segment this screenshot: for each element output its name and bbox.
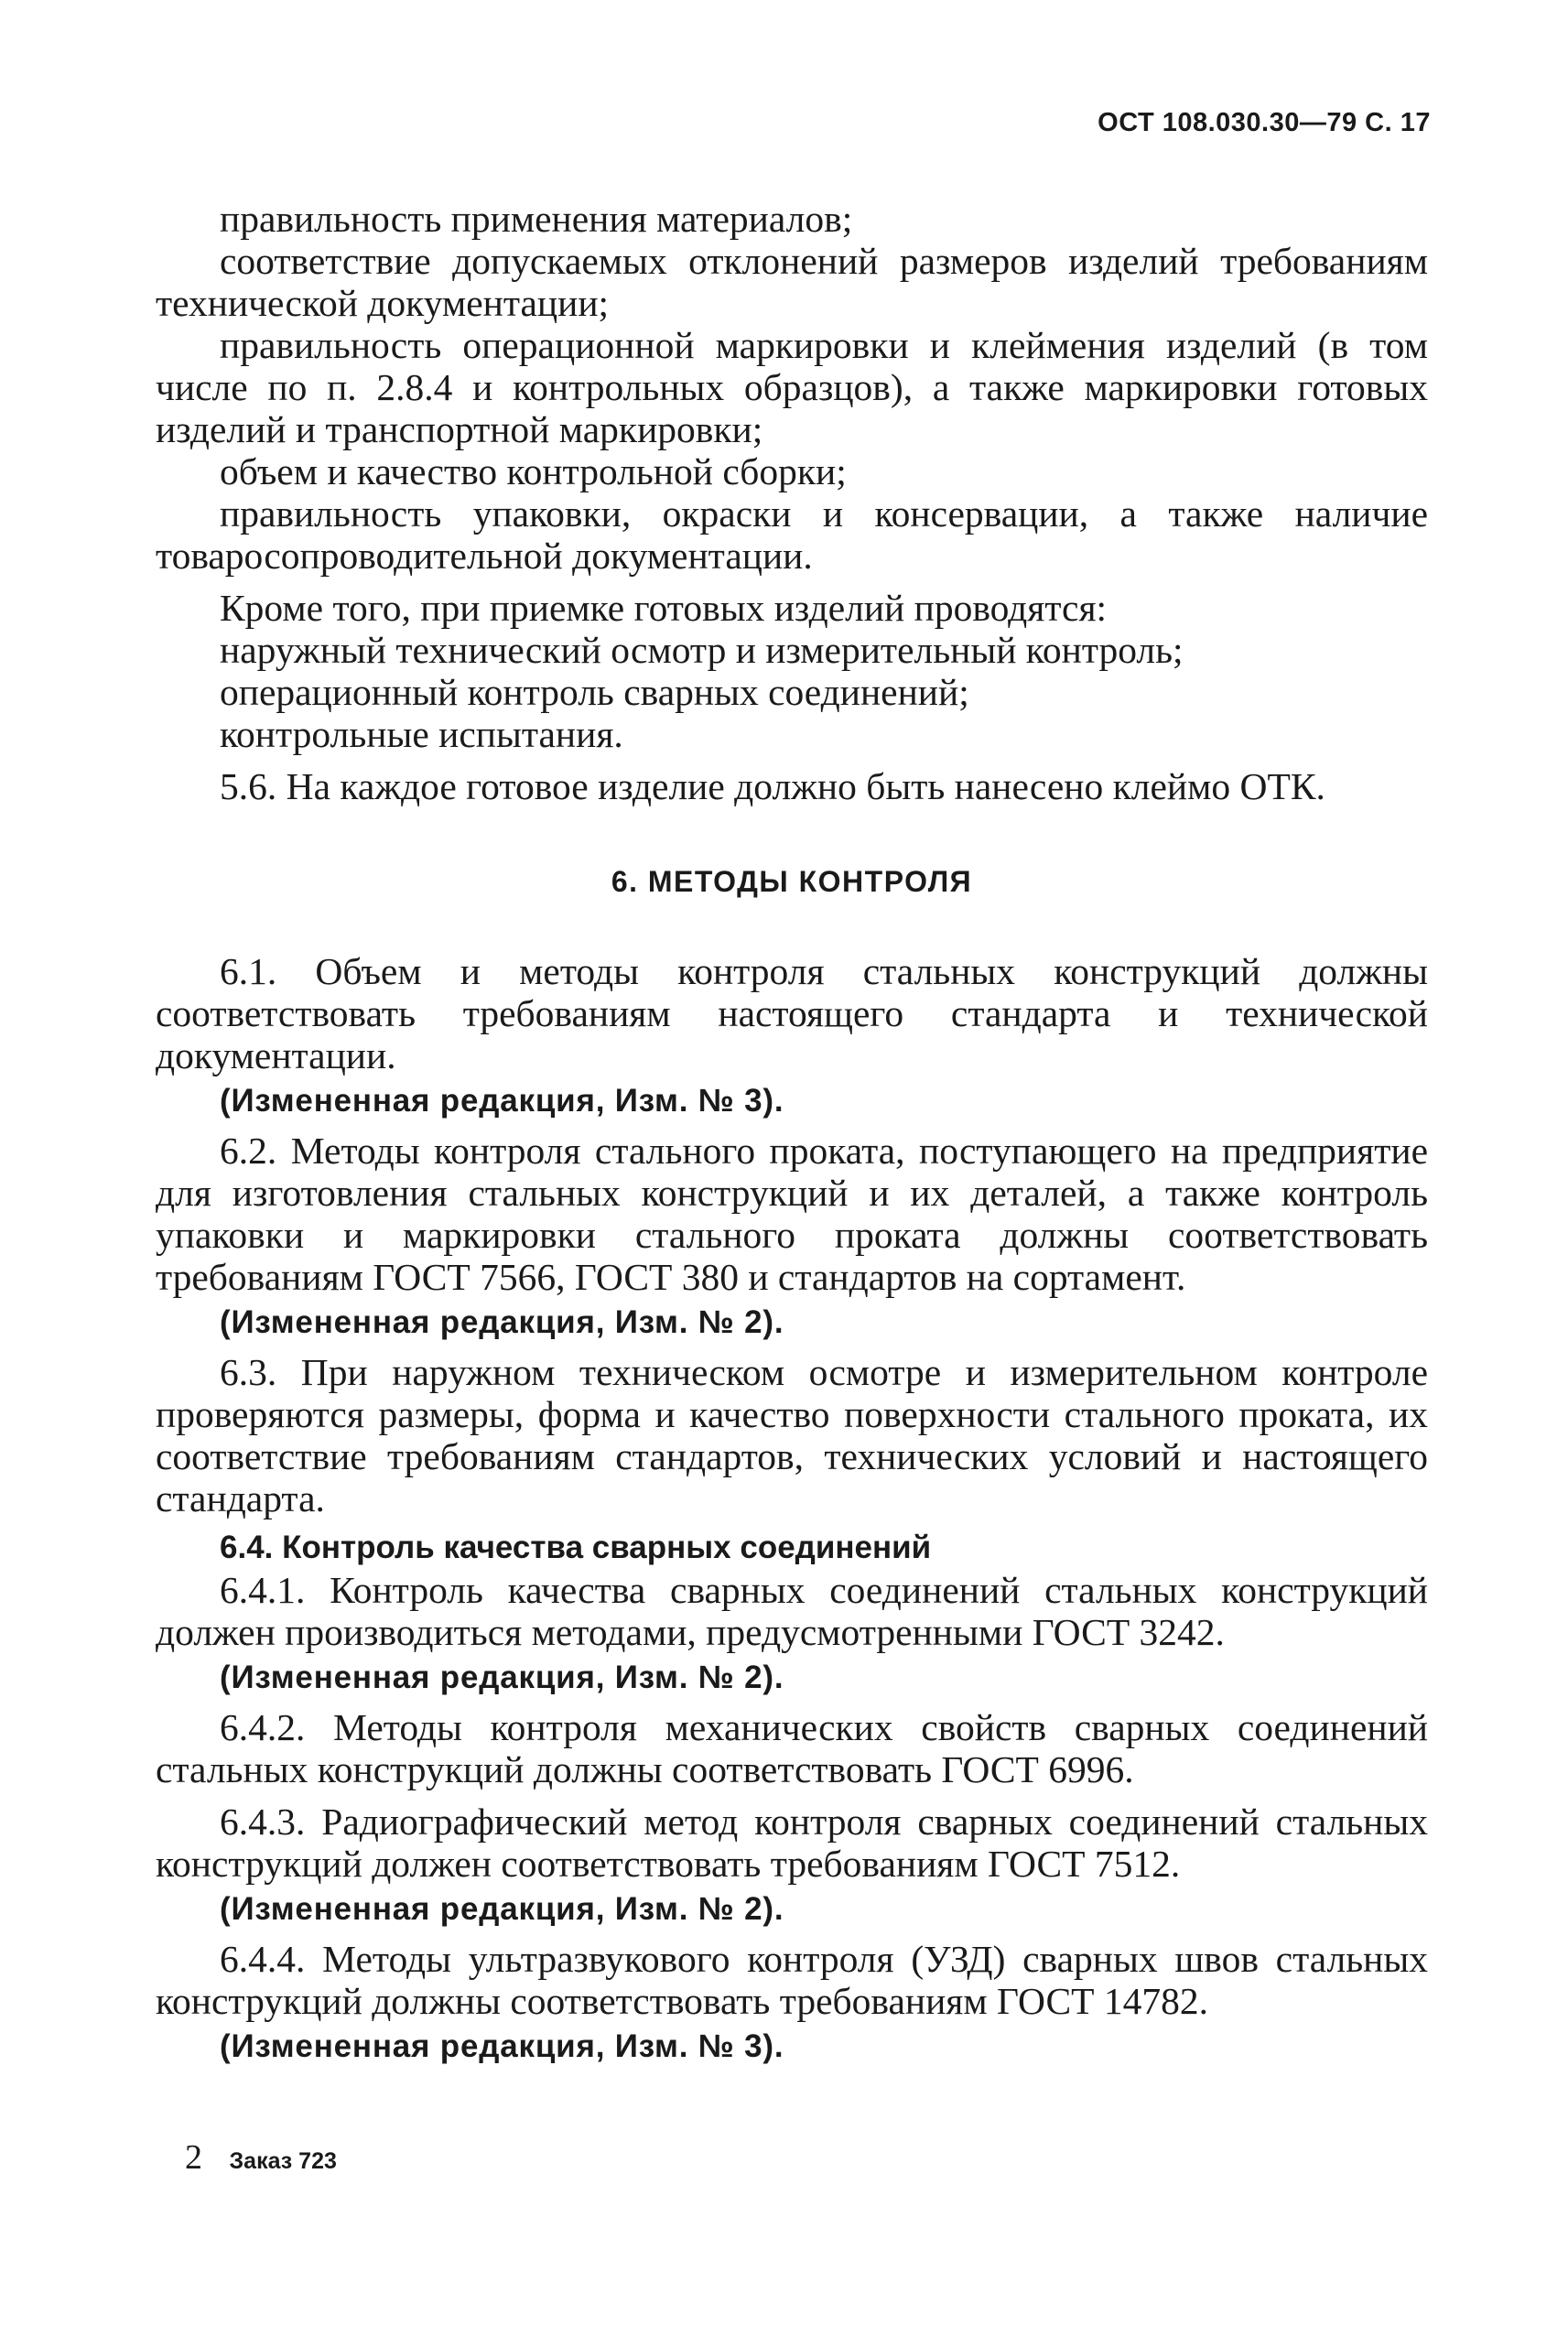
paragraph-6-4-4: 6.4.4. Методы ультразвукового контроля (УЗД) сварных швов стальных конструкций должны соответствовать требованиям ГОСТ 14782. — [156, 1938, 1428, 2022]
paragraph: правильность операционной маркировки и клеймения изделий (в том числе по п. 2.8.4 и контрольных образцов), а также маркировки готовых изделий и транспортной маркировки; — [156, 324, 1428, 450]
paragraph-6-4-2: 6.4.2. Методы контроля механических свойств сварных соединений стальных конструкций должны соответствовать ГОСТ 6996. — [156, 1706, 1428, 1790]
paragraph-6-2: 6.2. Методы контроля стального проката, поступающего на предприятие для изготовления стальных конструкций и их деталей, а также контроль упаковки и маркировки стального проката должны соответствовать требованиям ГОСТ 7566, ГОСТ 380 и стандартов на сортамент. — [156, 1130, 1428, 1298]
subsection-heading-6-4: 6.4. Контроль качества сварных соединений — [220, 1530, 932, 1565]
order-number: Заказ 723 — [229, 2148, 337, 2174]
paragraph: правильность применения материалов; — [220, 198, 853, 240]
paragraph-6-4-1: 6.4.1. Контроль качества сварных соединений стальных конструкций должен производиться методами, предусмотренными ГОСТ 3242. — [156, 1569, 1428, 1653]
paragraph: контрольные испытания. — [220, 713, 623, 755]
revision-note: (Измененная редакция, Изм. № 2). — [220, 1891, 784, 1927]
paragraph: правильность упаковки, окраски и консервации, а также наличие товаросопроводительной документации. — [156, 492, 1428, 577]
paragraph: объем и качество контрольной сборки; — [220, 450, 847, 492]
page-footer — [185, 2137, 337, 2178]
paragraph-6-3: 6.3. При наружном техническом осмотре и измерительном контроле проверяются размеры, форма и качество поверхности стального проката, их соответствие требованиям стандартов, технических условий и настоящего стандарта. — [156, 1351, 1428, 1519]
paragraph: наружный технический осмотр и измерительный контроль; — [220, 629, 1184, 671]
section-title: 6. МЕТОДЫ КОНТРОЛЯ — [611, 865, 973, 898]
paragraph: Кроме того, при приемке готовых изделий проводятся: — [220, 587, 1108, 629]
paragraph: соответствие допускаемых отклонений размеров изделий требованиям технической документации; — [156, 240, 1428, 324]
revision-note: (Измененная редакция, Изм. № 2). — [220, 1660, 784, 1695]
page-number: 2 — [185, 2138, 202, 2177]
revision-note: (Измененная редакция, Изм. № 3). — [220, 2028, 784, 2064]
paragraph: операционный контроль сварных соединений; — [220, 671, 969, 713]
paragraph-6-1: 6.1. Объем и методы контроля стальных конструкций должны соответствовать требованиям настоящего стандарта и технической документации. — [156, 950, 1428, 1076]
paragraph-6-4-3: 6.4.3. Радиографический метод контроля сварных соединений стальных конструкций должен соответствовать требованиям ГОСТ 7512. — [156, 1801, 1428, 1885]
document-body — [156, 198, 1428, 2075]
revision-note: (Измененная редакция, Изм. № 2). — [220, 1304, 784, 1340]
revision-note: (Измененная редакция, Изм. № 3). — [220, 1083, 784, 1119]
paragraph-5-6: 5.6. На каждое готовое изделие должно быть нанесено клеймо ОТК. — [220, 765, 1325, 807]
page-header: ОСТ 108.030.30—79 С. 17 — [1098, 108, 1431, 137]
